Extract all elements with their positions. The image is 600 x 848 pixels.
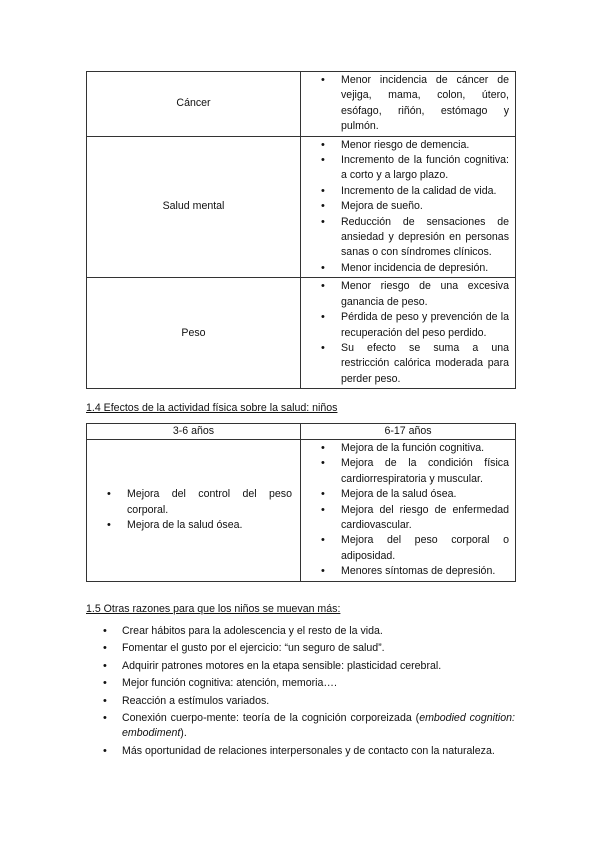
table-row-children [87, 440, 516, 582]
list-item: • Mejora de la condición física cardiorrespiratoria y muscular. [341, 456, 509, 487]
children-health-effects-table [86, 423, 516, 582]
list-item: • Reducción de sensaciones de ansiedad y depresión en personas sanas o con síndromes clínicos. [341, 215, 509, 261]
effects-3-6-cell [87, 440, 301, 582]
peso-effects-list [341, 279, 509, 387]
list-item: • Pérdida de peso y prevención de la recuperación del peso perdido. [341, 310, 509, 341]
row-label-cancer: Cáncer [87, 72, 301, 137]
cancer-effects-list [341, 73, 509, 135]
list-item: • Menor riesgo de una excesiva ganancia de peso. [341, 279, 509, 310]
list-item: • Menores síntomas de depresión. [341, 564, 509, 579]
embodied-prefix: Conexión cuerpo-mente: teoría de la cognición corporeizada ( [122, 712, 420, 725]
list-item: • Mejora de la salud ósea. [341, 487, 509, 502]
list-item: • Adquirir patrones motores en la etapa sensible: plasticidad cerebral. [122, 659, 515, 674]
column-header-6-17: 6-17 años [301, 424, 516, 440]
list-item: • Fomentar el gusto por el ejercicio: “un seguro de salud”. [122, 641, 515, 656]
table-row-salud-mental [87, 136, 516, 278]
list-item: • Crear hábitos para la adolescencia y el resto de la vida. [122, 624, 515, 639]
list-item: • Su efecto se suma a una restricción calórica moderada para perder peso. [341, 341, 509, 387]
effects-6-17-cell [301, 440, 516, 582]
cancer-effects-cell [301, 72, 516, 137]
list-item: • Menor incidencia de depresión. [341, 261, 509, 276]
list-item: • Más oportunidad de relaciones interpersonales y de contacto con la naturaleza. [122, 744, 515, 759]
effects-6-17-list [341, 441, 509, 580]
column-header-3-6: 3-6 años [87, 424, 301, 440]
list-item: • Mejora del control del peso corporal. [127, 487, 292, 518]
embodied-suffix: ). [180, 727, 187, 740]
section-1-5-heading: 1.5 Otras razones para que los niños se muevan más: [86, 603, 341, 615]
peso-effects-cell [301, 278, 516, 389]
list-item: • Menor incidencia de cáncer de vejiga, mama, colon, útero, esófago, riñón, estómago y pulmón. [341, 73, 509, 135]
list-item: • Reacción a estímulos variados. [122, 694, 515, 709]
embodied-italic-term: embodied cognition: embodiment [122, 712, 515, 740]
list-item: • Mejora de sueño. [341, 199, 509, 214]
salud-mental-effects-list [341, 138, 509, 277]
row-label-peso: Peso [87, 278, 301, 389]
list-item: • Incremento de la función cognitiva: a corto y a largo plazo. [341, 153, 509, 184]
list-item-embodied [122, 711, 515, 742]
row-label-salud-mental: Salud mental [87, 136, 301, 278]
list-item: • Mejor función cognitiva: atención, memoria…. [122, 676, 515, 691]
list-item: • Mejora de la función cognitiva. [341, 441, 509, 456]
salud-mental-effects-cell [301, 136, 516, 278]
list-item: • Mejora del riesgo de enfermedad cardiovascular. [341, 503, 509, 534]
adult-health-effects-table [86, 71, 516, 389]
list-item: • Mejora del peso corporal o adiposidad. [341, 533, 509, 564]
table-row-peso [87, 278, 516, 389]
other-reasons-list [122, 624, 515, 761]
table-header-row [87, 424, 516, 440]
list-item: • Incremento de la calidad de vida. [341, 184, 509, 199]
table-row-cancer [87, 72, 516, 137]
effects-3-6-list [127, 487, 292, 533]
list-item: • Mejora de la salud ósea. [127, 518, 292, 533]
list-item: • Menor riesgo de demencia. [341, 138, 509, 153]
section-1-4-heading: 1.4 Efectos de la actividad física sobre la salud: niños [86, 402, 338, 414]
